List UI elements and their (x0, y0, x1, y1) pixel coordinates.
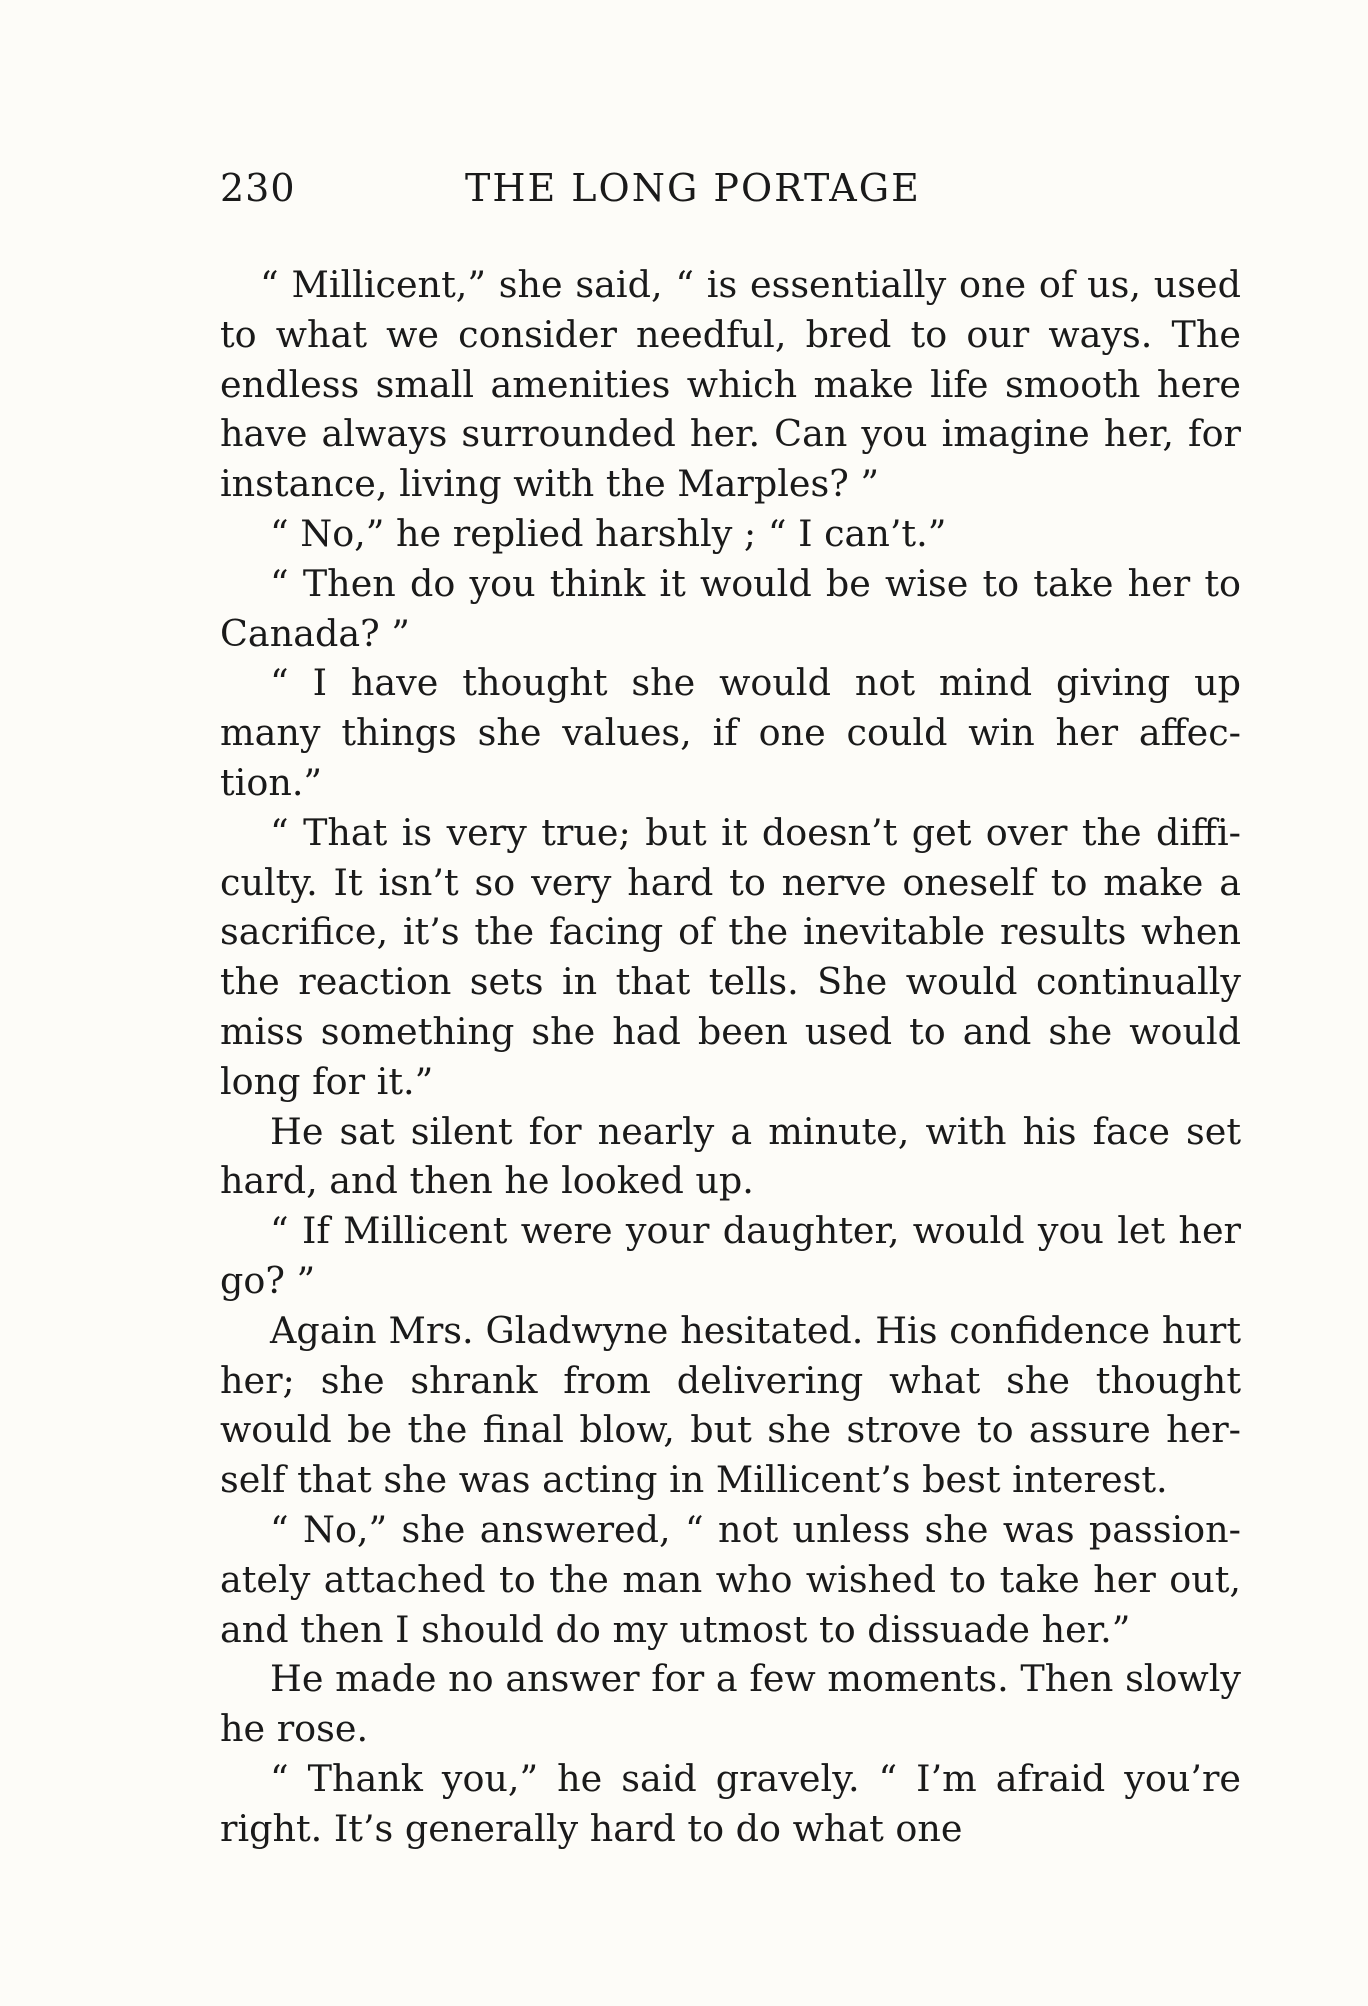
paragraph: “ Thank you,” he said gravely. “ I’m afraid you’re right. It’s generally hard to do what one (220, 1756, 1241, 1850)
page-number: 230 (220, 166, 296, 210)
paragraph: He sat silent for nearly a minute, with his face set hard, and then he looked up. (220, 1109, 1241, 1203)
paragraph: Again Mrs. Gladwyne hesitated. His confidence hurt her; she shrank from delivering what she thought would be the final blow, but she strove to assure her-self that she was acting in Millicent’s best interest. (220, 1308, 1241, 1502)
body-text (220, 260, 1241, 1854)
paragraph: “ I have thought she would not mind giving up many things she values, if one could win her affec-tion.” (220, 661, 1241, 804)
paragraph: “ No,” he replied harshly ; “ I can’t.” (270, 511, 947, 555)
paragraph: “ No,” she answered, “ not unless she was passion-ately attached to the man who wished to take her out, and then I should do my utmost to dissuade her.” (220, 1507, 1241, 1651)
paragraph: He made no answer for a few moments. Then slowly he rose. (220, 1657, 1241, 1751)
paragraph: “ Then do you think it would be wise to take her to Canada? ” (220, 561, 1241, 655)
paragraph: “ Millicent,” she said, “ is essentially one of us, used to what we consider needful, bred to our ways. The endless small amenities which make life smooth here have always surrounded her. Can you imagine her, for instance, living with the Marples? ” (220, 263, 1241, 506)
paragraph: “ That is very true; but it doesn’t get over the diffi-culty. It isn’t so very hard to nerve oneself to make a sacrifice, it’s the facing of the inevitable results when the reaction sets in that tells. She would continually miss something she had been used to and she would long for it.” (220, 810, 1241, 1103)
running-title: THE LONG PORTAGE (465, 166, 921, 210)
page-header (220, 166, 980, 226)
paragraph: “ If Millicent were your daughter, would you let her go? ” (220, 1209, 1241, 1302)
